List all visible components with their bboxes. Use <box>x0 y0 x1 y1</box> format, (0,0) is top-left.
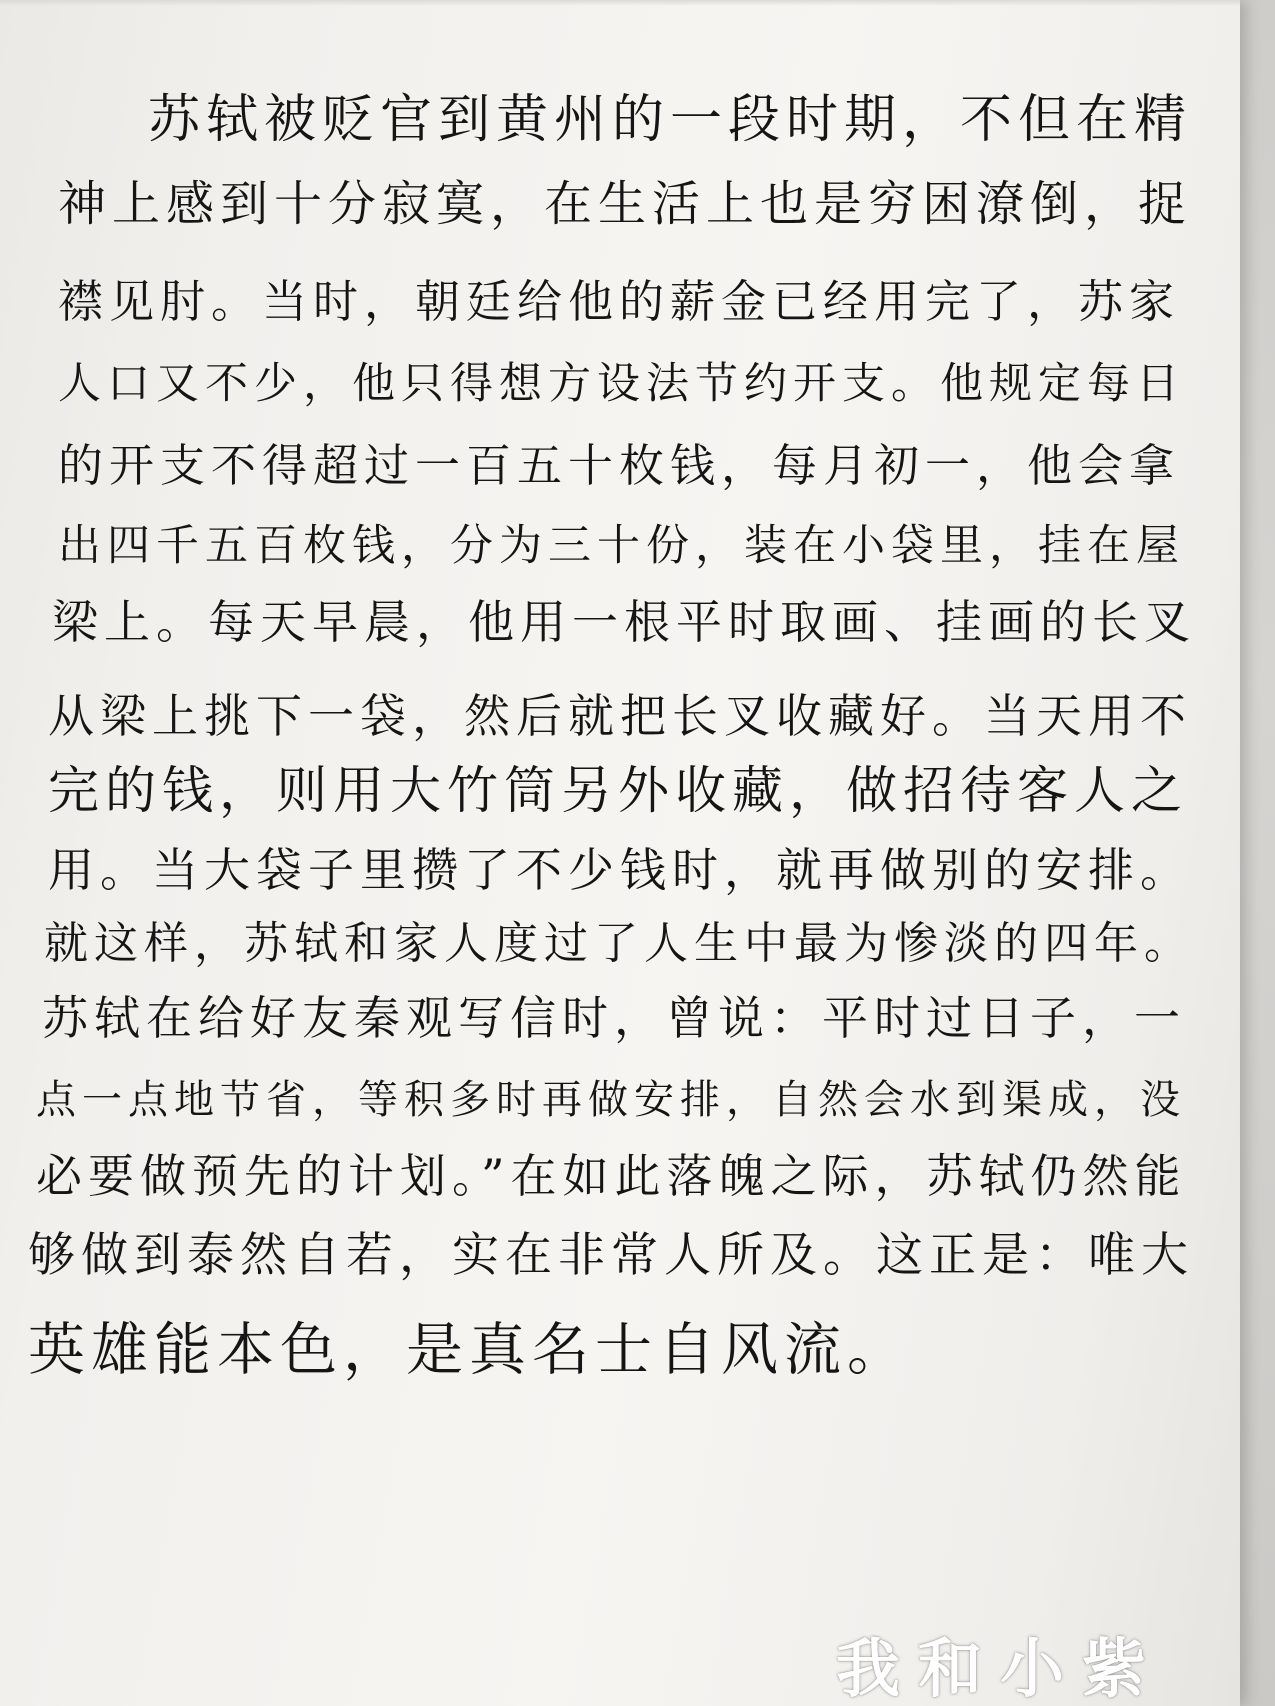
text-line-12: 苏轼在给好友秦观写信时，曾说：平时过日子，一 <box>42 991 1186 1045</box>
text-line-6: 出四千五百枚钱，分为三十份，装在小袋里，挂在屋 <box>58 521 1185 571</box>
text-line-13: 点一点地节省，等积多时再做安排，自然会水到渠成，没 <box>36 1077 1186 1123</box>
text-line-2: 神上感到十分寂寞，在生活上也是穷困潦倒，捉 <box>58 176 1193 232</box>
text-line-7: 梁上。每天早晨，他用一根平时取画、挂画的长叉 <box>52 595 1196 649</box>
text-line-10: 用。当大袋子里攒了不少钱时，就再做别的安排。 <box>48 843 1192 897</box>
watermark: 我和小紫 <box>836 1632 1164 1706</box>
text-line-15: 够做到泰然自若，实在非常人所及。这正是：唯大 <box>28 1228 1194 1283</box>
text-line-5: 的开支不得超过一百五十枚钱，每月初一，他会拿 <box>58 439 1181 492</box>
text-line-8: 从梁上挑下一袋，然后就把长叉收藏好。当天用不 <box>48 689 1192 743</box>
text-line-11: 就这样，苏轼和家人度过了人生中最为惨淡的四年。 <box>44 918 1194 969</box>
text-line-1: 苏轼被贬官到黄州的一段时期，不但在精 <box>148 90 1193 150</box>
text-line-4: 人口又不少，他只得想方设法节约开支。他规定每日 <box>58 359 1185 409</box>
text-line-14: 必要做预先的计划。”在如此落魄之际，苏轼仍然能 <box>36 1149 1187 1203</box>
text-line-3: 襟见肘。当时，朝廷给他的薪金已经用完了，苏家 <box>58 275 1181 328</box>
text-line-9: 完的钱，则用大竹筒另外收藏，做招待客人之 <box>48 762 1189 821</box>
text-line-16: 英雄能本色，是真名士自风流。 <box>28 1317 910 1383</box>
